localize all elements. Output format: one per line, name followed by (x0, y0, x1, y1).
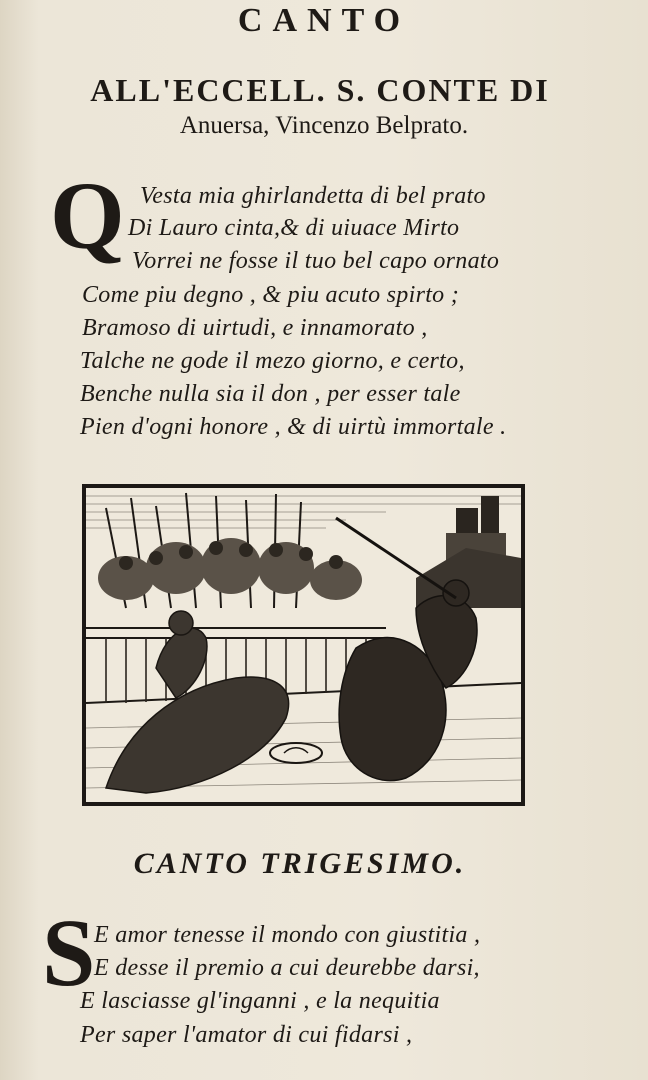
verse-line: Benche nulla sia il don , per esser tale (80, 381, 461, 407)
running-head: CANTO (237, 2, 411, 39)
dropcap-q: Q (50, 162, 125, 269)
dedication-title: ALL'ECCELL. S. CONTE DI (90, 72, 550, 108)
verse-line: E amor tenesse il mondo con giustitia , (94, 922, 481, 948)
verse-line: Come piu degno , & piu acuto spirto ; (82, 282, 460, 308)
bleed-through-marks (600, 40, 648, 1040)
joust-scene-image (86, 488, 521, 802)
verse-line: Vesta mia ghirlandetta di bel prato (140, 183, 486, 209)
verse-line: Vorrei ne fosse il tuo bel capo ornato (132, 248, 500, 274)
verse-line: Pien d'ogni honore , & di uirtù immortale . (80, 414, 507, 440)
verse-line: E lasciasse gl'inganni , e la nequitia (80, 988, 440, 1014)
verse-line: Bramoso di uirtudi, e innamorato , (82, 315, 428, 341)
woodcut-illustration (82, 484, 525, 806)
canto-title: CANTO TRIGESIMO. (133, 847, 467, 880)
verse-line: E desse il premio a cui deurebbe darsi, (94, 955, 480, 981)
verse-line: Talche ne gode il mezo giorno, e certo, (80, 348, 465, 374)
verse-line: Di Lauro cinta,& di uiuace Mirto (128, 215, 460, 241)
dropcap-s: S (42, 899, 96, 1006)
dedication-name: Anuersa, Vincenzo Belprato. (179, 112, 469, 139)
verse-line: Per saper l'amator di cui fidarsi , (80, 1022, 413, 1048)
